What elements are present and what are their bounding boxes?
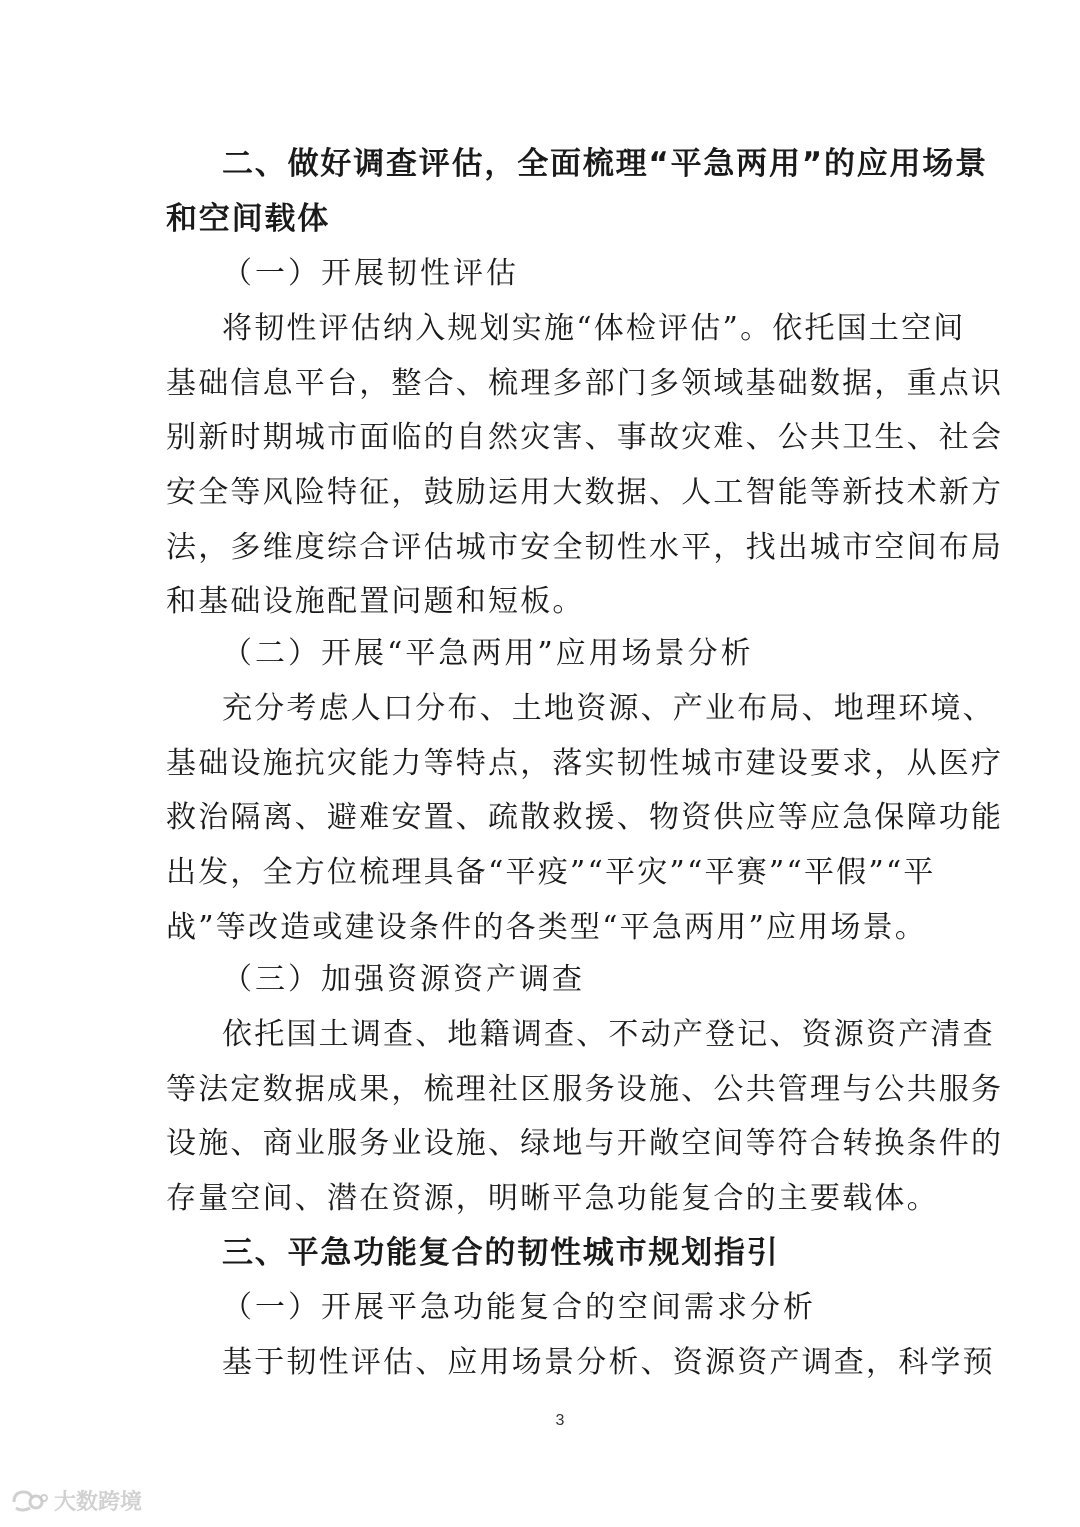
paragraph-line: 依托国土调查、地籍调查、不动产登记、资源资产清查	[222, 1017, 995, 1052]
paragraph-line: 基于韧性评估、应用场景分析、资源资产调查，科学预	[222, 1345, 995, 1380]
subsection-3-1-title: （一）开展平急功能复合的空间需求分析	[222, 1290, 816, 1325]
subsection-2-1-title: （一）开展韧性评估	[222, 256, 519, 291]
paragraph-line: 等法定数据成果，梳理社区服务设施、公共管理与公共服务	[166, 1072, 1004, 1107]
section-2-heading-line-2: 和空间载体	[166, 201, 330, 237]
paragraph-line: 基础设施抗灾能力等特点，落实韧性城市建设要求，从医疗	[166, 746, 1004, 781]
paragraph-line: 别新时期城市面临的自然灾害、事故灾难、公共卫生、社会	[166, 420, 1004, 455]
paragraph-line: 存量空间、潜在资源，明晰平急功能复合的主要载体。	[166, 1181, 939, 1216]
paragraph-line: 法，多维度综合评估城市安全韧性水平，找出城市空间布局	[166, 530, 1004, 565]
paragraph-line: 将韧性评估纳入规划实施“体检评估”。依托国土空间	[222, 311, 966, 346]
paragraph-line: 充分考虑人口分布、土地资源、产业布局、地理环境、	[222, 691, 995, 726]
subsection-2-3-title: （三）加强资源资产调查	[222, 962, 585, 997]
paragraph-line: 基础信息平台，整合、梳理多部门多领域基础数据，重点识	[166, 366, 1004, 401]
page-number: 3	[555, 1412, 565, 1429]
watermark-text: 大数跨境	[54, 1490, 143, 1515]
watermark	[10, 1485, 142, 1516]
paragraph-line: 安全等风险特征，鼓励运用大数据、人工智能等新技术新方	[166, 475, 1004, 510]
subsection-2-2-title: （二）开展“平急两用”应用场景分析	[222, 636, 754, 671]
paragraph-line: 战”等改造或建设条件的各类型“平急两用”应用场景。	[166, 910, 928, 945]
paragraph-line: 设施、商业服务业设施、绿地与开敞空间等符合转换条件的	[166, 1126, 1004, 1161]
paragraph-line: 出发，全方位梳理具备“平疫”“平灾”“平赛”“平假”“平	[166, 855, 936, 890]
paragraph-line: 和基础设施配置问题和短板。	[166, 584, 585, 619]
paragraph-line: 救治隔离、避难安置、疏散救援、物资供应等应急保障功能	[166, 800, 1004, 835]
section-2-heading-line-1: 二、做好调查评估，全面梳理“平急两用”的应用场景	[222, 146, 988, 182]
section-3-heading: 三、平急功能复合的韧性城市规划指引	[222, 1235, 780, 1271]
logo-icon	[10, 1488, 50, 1514]
